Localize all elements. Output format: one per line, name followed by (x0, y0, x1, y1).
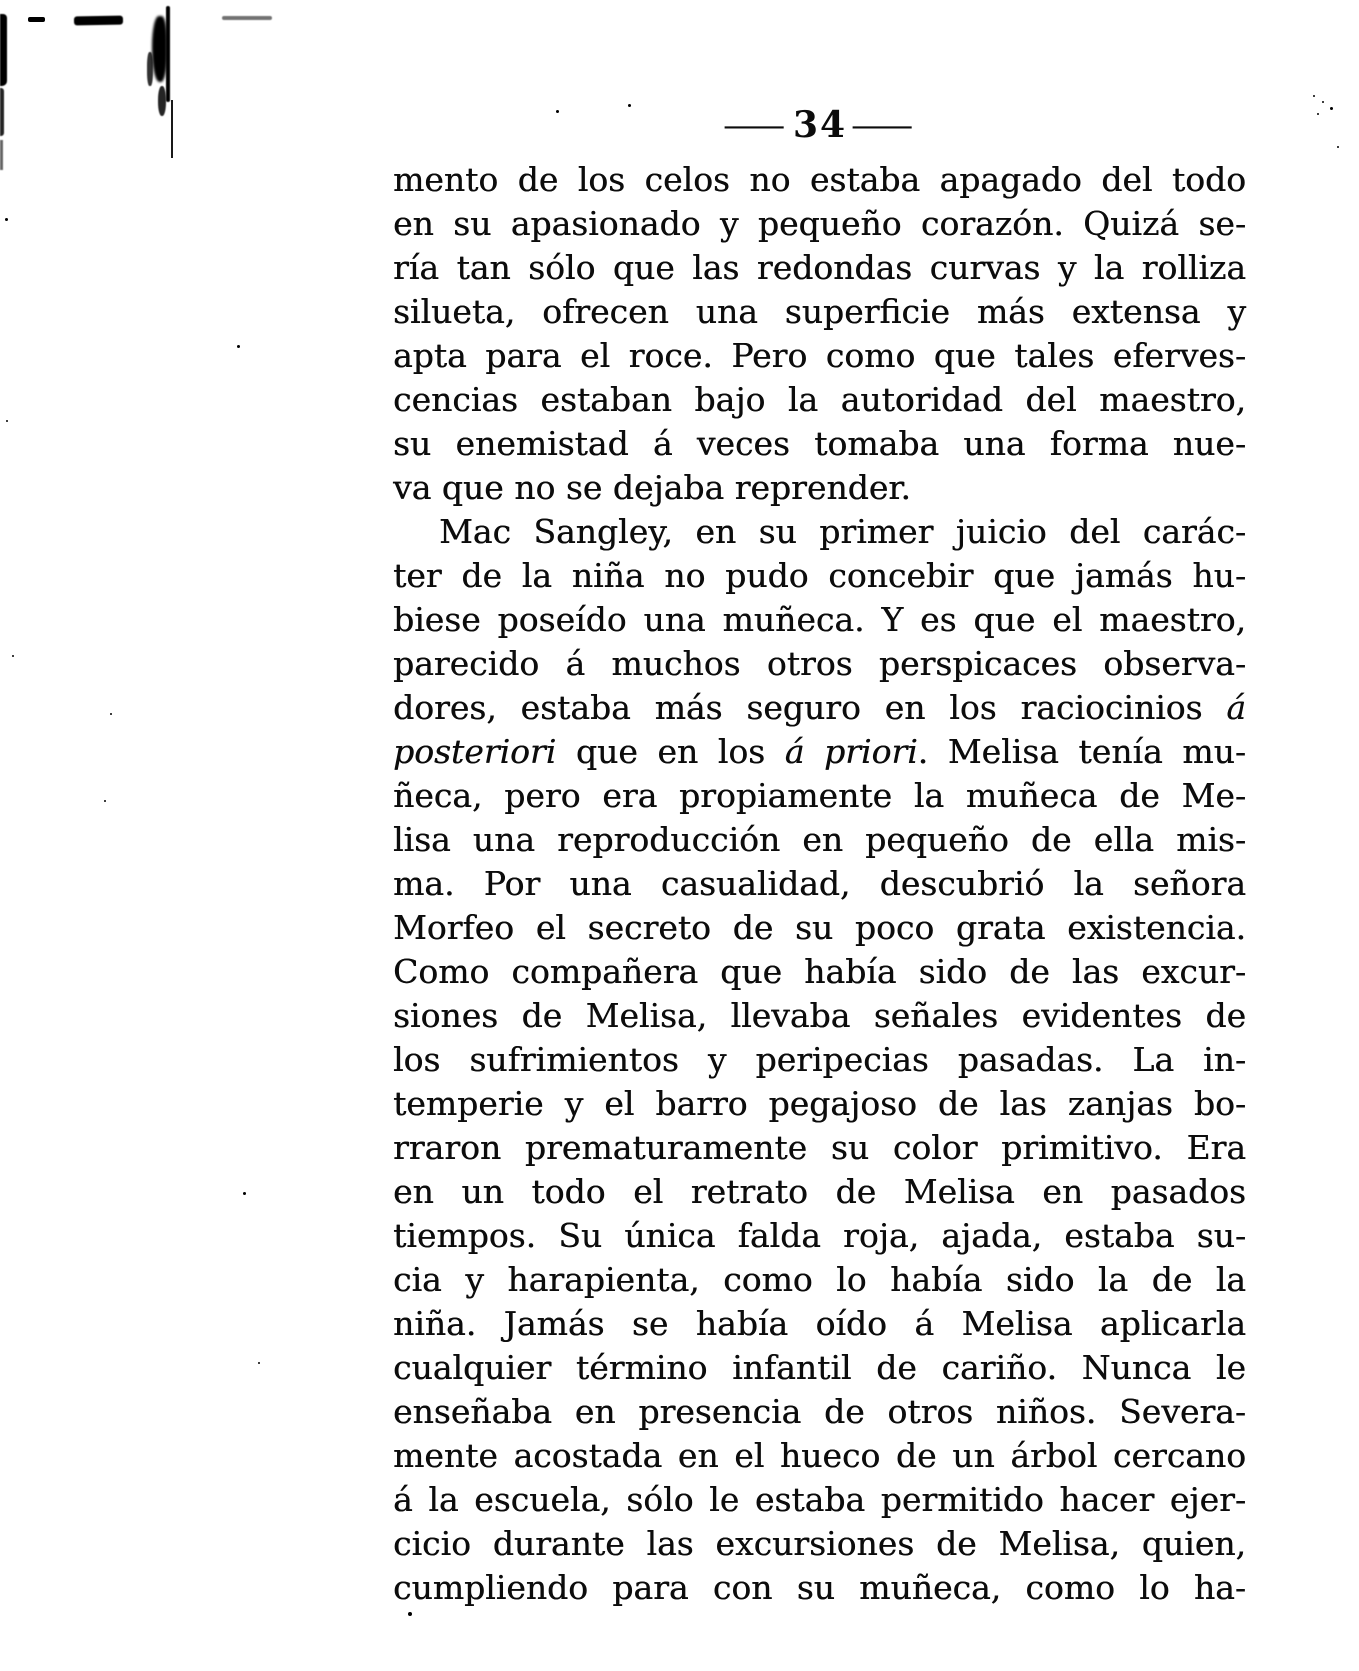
italic-text-segment: posteriori (393, 732, 557, 771)
scan-speckle (258, 1362, 260, 1364)
italic-text-segment: á priori (784, 732, 918, 771)
text-segment: biese poseído una muñeca. Y es que el maestro, (393, 600, 1246, 639)
text-line (393, 994, 1246, 1038)
text-segment: dores, estaba más seguro en los raciocinios (393, 688, 1227, 727)
scan-speckle (408, 1612, 412, 1616)
text-segment: ter de la niña no pudo concebir que jamás hu- (393, 556, 1246, 595)
text-line (393, 1126, 1246, 1170)
text-segment: cencias estaban bajo la autoridad del maestro, (393, 380, 1246, 419)
text-line (393, 730, 1246, 774)
scan-speckle (12, 655, 14, 657)
scan-speckle (237, 345, 240, 348)
text-line (393, 1434, 1246, 1478)
scan-speckle (1337, 146, 1339, 148)
scan-speckle (110, 713, 112, 715)
text-line (393, 1346, 1246, 1390)
text-line (393, 1170, 1246, 1214)
text-line (393, 906, 1246, 950)
scan-dash-mark (74, 16, 123, 26)
text-segment: . Melisa tenía mu- (917, 732, 1246, 771)
text-line (393, 862, 1246, 906)
text-segment: apta para el roce. Pero como que tales eferves- (393, 336, 1246, 375)
text-line (393, 774, 1246, 818)
text-line (393, 290, 1246, 334)
text-segment: temperie y el barro pegajoso de las zanjas bo- (393, 1084, 1246, 1123)
scan-speckle (1322, 101, 1324, 103)
text-segment: cicio durante las excursiones de Melisa, quien, (393, 1524, 1246, 1563)
text-segment: Morfeo el secreto de su poco grata existencia. (393, 908, 1246, 947)
text-line (393, 1258, 1246, 1302)
text-line (393, 1478, 1246, 1522)
text-line (393, 1302, 1246, 1346)
scan-speckle (1330, 107, 1333, 110)
text-segment: ría tan sólo que las redondas curvas y la rolliza (393, 248, 1246, 287)
scan-edge-smudge (0, 14, 7, 86)
scan-edge-smudge (0, 140, 3, 170)
scan-speckle (243, 1192, 246, 1195)
text-line (393, 1082, 1246, 1126)
text-line (393, 158, 1246, 202)
text-line (393, 510, 1246, 554)
page-number: 34 (792, 104, 848, 146)
scan-ink-streak (171, 100, 173, 158)
text-segment: cualquier término infantil de cariño. Nunca le (393, 1348, 1246, 1387)
text-segment: en un todo el retrato de Melisa en pasados (393, 1172, 1246, 1211)
text-segment: cia y harapienta, como lo había sido la de la (393, 1260, 1246, 1299)
text-segment: silueta, ofrecen una superficie más extensa y (393, 292, 1246, 331)
text-segment: rraron prematuramente su color primitivo. Era (393, 1128, 1246, 1167)
text-segment: mente acostada en el hueco de un árbol cercano (393, 1436, 1246, 1475)
text-line (393, 1038, 1246, 1082)
text-line (393, 334, 1246, 378)
header-dash-right: — (849, 107, 919, 144)
scan-speckle (1317, 113, 1319, 115)
text-line (393, 378, 1246, 422)
text-segment: parecido á muchos otros perspicaces observa- (393, 644, 1246, 683)
text-segment: siones de Melisa, llevaba señales evidentes de (393, 996, 1246, 1035)
scan-ink-smear (158, 86, 166, 116)
text-line (393, 1566, 1246, 1610)
scan-ink-smear (152, 16, 167, 82)
text-segment: Como compañera que había sido de las excur- (393, 952, 1246, 991)
text-segment: va que no se dejaba reprender. (393, 468, 911, 507)
scan-ink-streak (166, 6, 170, 102)
page-text (393, 158, 1246, 1610)
text-segment: ma. Por una casualidad, descubrió la señora (393, 864, 1246, 903)
scan-ink-smear (147, 52, 153, 86)
text-line (393, 1214, 1246, 1258)
text-line (393, 686, 1246, 730)
scan-dash-mark (222, 16, 272, 20)
text-segment: en su apasionado y pequeño corazón. Quizá se- (393, 204, 1246, 243)
text-segment: niña. Jamás se había oído á Melisa aplicarla (393, 1304, 1246, 1343)
scan-speckle (5, 218, 8, 221)
text-line (393, 246, 1246, 290)
scan-speckle (104, 800, 106, 802)
scan-edge-smudge (0, 88, 4, 136)
text-segment: Mac Sangley, en su primer juicio del carác- (439, 512, 1246, 551)
text-segment: mento de los celos no estaba apagado del todo (393, 160, 1246, 199)
header-dash-left: — (721, 107, 791, 144)
text-segment: tiempos. Su única falda roja, ajada, estaba su- (393, 1216, 1246, 1255)
text-segment: ñeca, pero era propiamente la muñeca de Me- (393, 776, 1246, 815)
scan-dash-mark (28, 17, 45, 22)
text-segment: enseñaba en presencia de otros niños. Severa- (393, 1392, 1246, 1431)
text-segment: á la escuela, sólo le estaba permitido hacer ejer- (393, 1480, 1246, 1519)
text-line (393, 422, 1246, 466)
text-line (393, 202, 1246, 246)
text-line (393, 1390, 1246, 1434)
text-segment: los sufrimientos y peripecias pasadas. La in- (393, 1040, 1246, 1079)
page-header (395, 104, 1245, 146)
scan-speckle (6, 420, 8, 422)
text-segment: que en los (556, 732, 785, 771)
text-segment: cumpliendo para con su muñeca, como lo ha- (393, 1568, 1246, 1607)
text-line (393, 642, 1246, 686)
italic-text-segment: á (1226, 688, 1246, 727)
text-line (393, 818, 1246, 862)
text-line (393, 950, 1246, 994)
text-line (393, 554, 1246, 598)
scan-speckle (1313, 95, 1315, 97)
text-segment: su enemistad á veces tomaba una forma nue- (393, 424, 1246, 463)
text-segment: lisa una reproducción en pequeño de ella mis- (393, 820, 1246, 859)
text-line (393, 1522, 1246, 1566)
text-line (393, 598, 1246, 642)
text-line (393, 466, 1246, 510)
